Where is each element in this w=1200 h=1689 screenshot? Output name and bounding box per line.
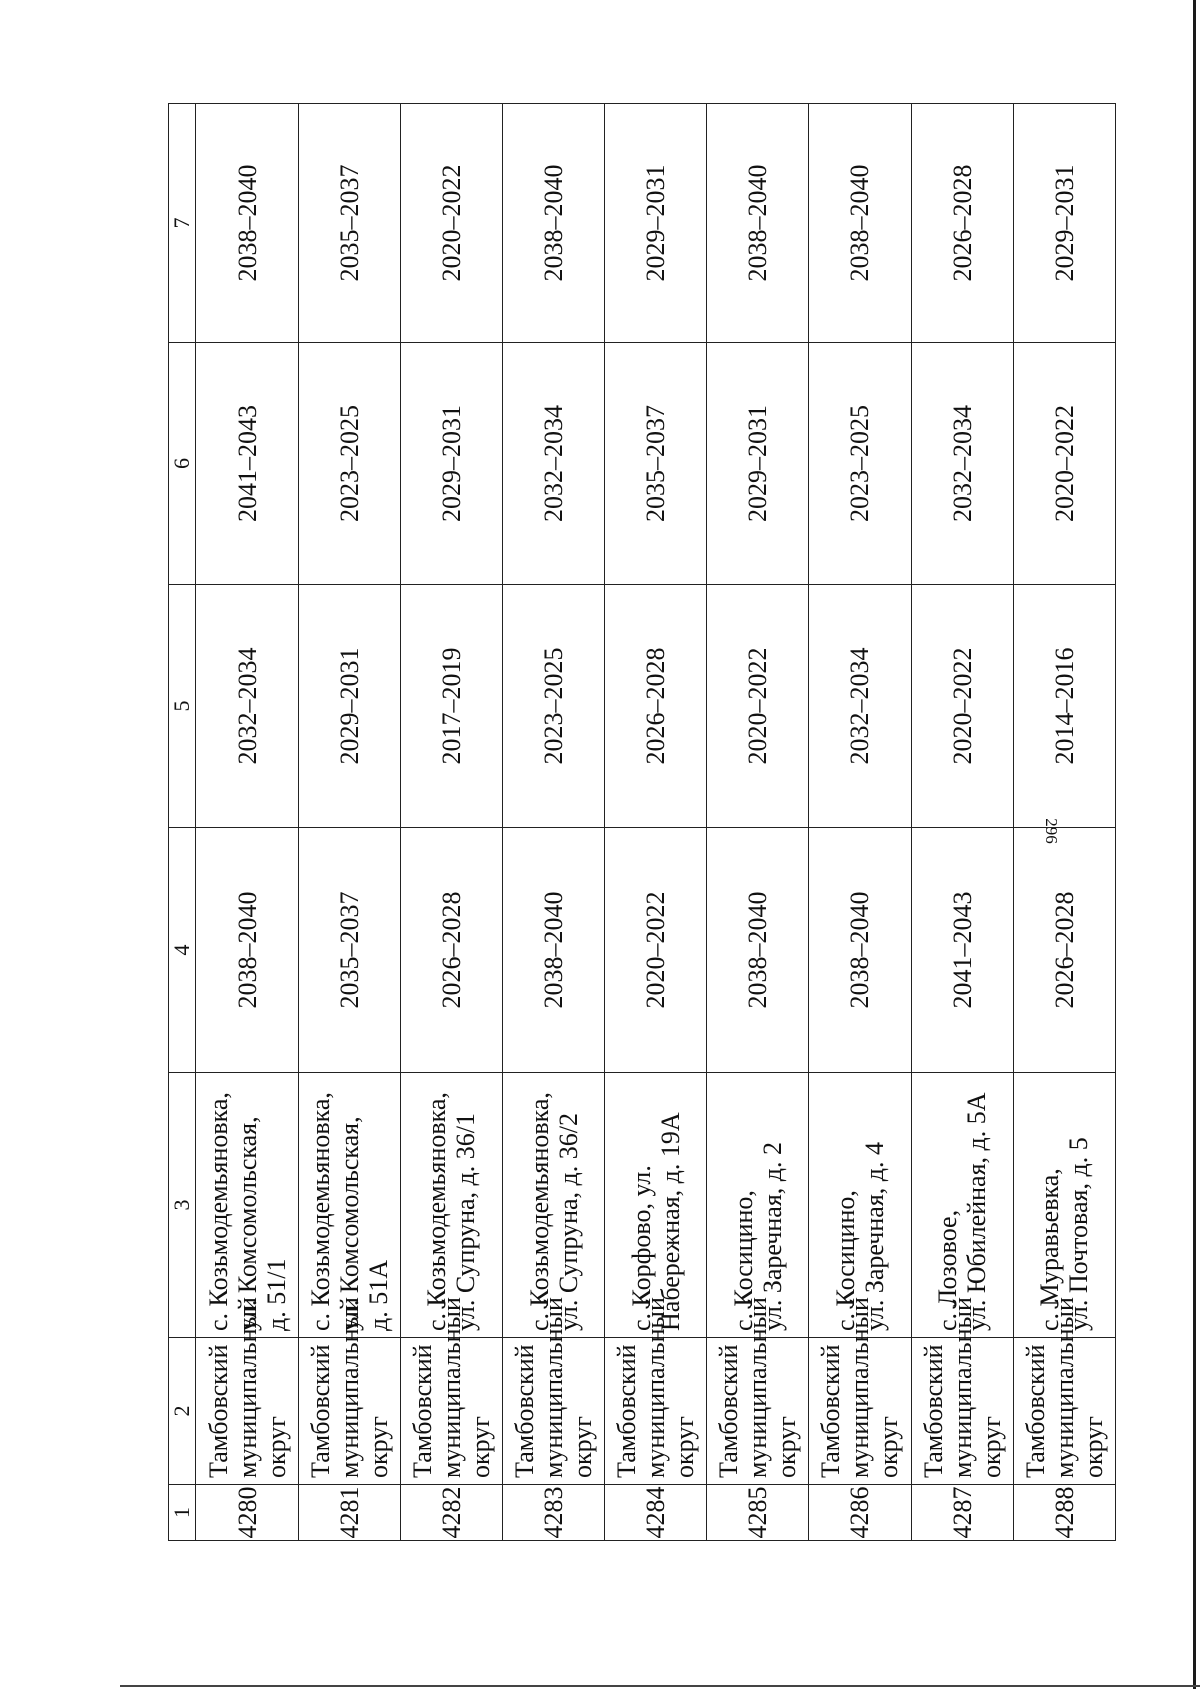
period-cell-5: 2023–2025	[502, 585, 604, 828]
municipality-line: муниципальный	[1049, 1297, 1079, 1478]
row-number-cell: 4281	[298, 1485, 400, 1541]
municipality-line: муниципальный	[641, 1297, 671, 1478]
period-cell-7: 2038–2040	[502, 104, 604, 343]
period-cell-4: 2038–2040	[196, 828, 298, 1073]
municipality-cell	[911, 1297, 1013, 1485]
period-cell-7: 2035–2037	[298, 104, 400, 343]
header-cell-3: 3	[169, 1073, 196, 1338]
period-cell-4: 2026–2028	[1013, 828, 1115, 1073]
period-cell-5: 2032–2034	[809, 585, 911, 828]
municipality-line: округ	[874, 1416, 904, 1478]
period-cell-5: 2020–2022	[911, 585, 1013, 828]
address-line: с. Козьмодемьяновка,	[203, 1092, 233, 1331]
municipality-cell	[298, 1297, 400, 1485]
address-cell	[400, 1073, 502, 1338]
address-line: ул. Супруна, д. 36/2	[553, 1112, 583, 1331]
table-row	[911, 104, 1013, 1541]
header-cell-5: 5	[169, 585, 196, 828]
address-line: ул. Комсомольская,	[334, 1116, 364, 1331]
municipality-line: Тамбовский	[714, 1344, 744, 1478]
period-cell-5: 2020–2022	[707, 585, 809, 828]
address-line: Набережная, д. 19А	[655, 1112, 685, 1331]
municipality-line: муниципальный	[539, 1297, 568, 1478]
table-row	[298, 104, 400, 1541]
municipality-line: округ	[261, 1416, 291, 1478]
municipality-cell	[809, 1297, 911, 1485]
header-cell-1: 1	[169, 1485, 196, 1541]
municipality-line: Тамбовский	[203, 1344, 233, 1478]
address-line: ул. Супруна, д. 36/1	[451, 1112, 481, 1331]
period-cell-5: 2014–2016	[1013, 585, 1115, 828]
period-cell-4: 2041–2043	[911, 828, 1013, 1073]
address-cell	[1013, 1073, 1115, 1338]
municipality-line: округ	[1078, 1416, 1108, 1478]
municipality-line: Тамбовский	[918, 1344, 948, 1478]
period-cell-7: 2038–2040	[809, 104, 911, 343]
municipality-cell	[707, 1297, 809, 1485]
header-cell-2: 2	[169, 1338, 196, 1485]
period-cell-6: 2041–2043	[196, 343, 298, 585]
municipality-line: округ	[670, 1416, 700, 1478]
table-row	[1013, 104, 1115, 1541]
address-line: с. Козьмодемьяновка,	[305, 1092, 335, 1331]
address-cell	[809, 1073, 911, 1338]
row-number-cell: 4284	[605, 1485, 707, 1541]
address-line: ул. Комсомольская,	[232, 1116, 262, 1331]
period-cell-4: 2035–2037	[298, 828, 400, 1073]
period-cell-6: 2035–2037	[605, 343, 707, 585]
municipality-line: округ	[772, 1416, 802, 1478]
municipality-line: округ	[465, 1416, 495, 1478]
header-cell-6: 6	[169, 343, 196, 585]
address-line: с. Корфово, ул.	[626, 1165, 656, 1331]
period-cell-7: 2029–2031	[1013, 104, 1115, 343]
row-number-cell: 4288	[1013, 1485, 1115, 1541]
address-line: с. Косицино,	[728, 1190, 758, 1331]
row-number-cell: 4283	[502, 1485, 604, 1541]
period-cell-7: 2026–2028	[911, 104, 1013, 343]
data-table	[168, 103, 1116, 1541]
row-number-cell: 4282	[400, 1485, 502, 1541]
municipality-line: муниципальный	[743, 1297, 773, 1478]
address-line: ул. Заречная, д. 2	[757, 1141, 787, 1331]
table-row	[502, 104, 604, 1541]
address-cell	[298, 1073, 400, 1338]
municipality-line: округ	[363, 1416, 393, 1478]
municipality-line: Тамбовский	[1020, 1344, 1050, 1478]
municipality-line: муниципальный	[436, 1297, 466, 1478]
municipality-line: округ	[568, 1416, 597, 1478]
period-cell-7: 2038–2040	[707, 104, 809, 343]
municipality-line: муниципальный	[232, 1297, 262, 1478]
period-cell-7: 2029–2031	[605, 104, 707, 343]
address-line: с. Муравьевка,	[1035, 1168, 1065, 1331]
period-cell-4: 2026–2028	[400, 828, 502, 1073]
municipality-cell	[502, 1297, 604, 1485]
table-row	[707, 104, 809, 1541]
scan-edge-bottom	[120, 1685, 1200, 1687]
address-cell	[196, 1073, 298, 1338]
period-cell-5: 2017–2019	[400, 585, 502, 828]
table-row	[605, 104, 707, 1541]
municipality-line: муниципальный	[845, 1297, 875, 1478]
page-number: 296	[1042, 818, 1061, 844]
period-cell-5: 2032–2034	[196, 585, 298, 828]
period-cell-5: 2026–2028	[605, 585, 707, 828]
row-number-cell: 4280	[196, 1485, 298, 1541]
address-cell	[502, 1073, 604, 1338]
address-line: с. Косицино,	[830, 1190, 860, 1331]
period-cell-4: 2038–2040	[707, 828, 809, 1073]
period-cell-7: 2038–2040	[196, 104, 298, 343]
row-number-cell: 4286	[809, 1485, 911, 1541]
address-line: д. 51/1	[261, 1258, 291, 1331]
municipality-cell	[400, 1297, 502, 1485]
period-cell-7: 2020–2022	[400, 104, 502, 343]
municipality-cell	[1013, 1297, 1115, 1485]
period-cell-6: 2020–2022	[1013, 343, 1115, 585]
row-number-cell: 4287	[911, 1485, 1013, 1541]
municipality-cell	[605, 1297, 707, 1485]
municipality-line: муниципальный	[947, 1297, 977, 1478]
address-line: ул. Заречная, д. 4	[859, 1141, 889, 1331]
address-line: д. 51А	[363, 1259, 393, 1331]
period-cell-6: 2032–2034	[911, 343, 1013, 585]
period-cell-6: 2023–2025	[298, 343, 400, 585]
municipality-cell	[196, 1297, 298, 1485]
municipality-line: Тамбовский	[305, 1344, 335, 1478]
municipality-line: Тамбовский	[510, 1344, 539, 1478]
period-cell-6: 2029–2031	[400, 343, 502, 585]
period-cell-6: 2029–2031	[707, 343, 809, 585]
period-cell-4: 2038–2040	[809, 828, 911, 1073]
municipality-line: Тамбовский	[407, 1344, 437, 1478]
address-line: ул. Юбилейная, д. 5А	[962, 1092, 992, 1331]
municipality-line: Тамбовский	[612, 1344, 642, 1478]
table-row	[809, 104, 911, 1541]
address-line: с. Козьмодемьяновка,	[422, 1092, 452, 1331]
period-cell-4: 2020–2022	[605, 828, 707, 1073]
table-row	[400, 104, 502, 1541]
table-container	[168, 104, 1116, 1541]
table-row	[196, 104, 298, 1541]
municipality-line: округ	[976, 1416, 1006, 1478]
header-cell-4: 4	[169, 828, 196, 1073]
period-cell-4: 2038–2040	[502, 828, 604, 1073]
period-cell-6: 2023–2025	[809, 343, 911, 585]
period-cell-5: 2029–2031	[298, 585, 400, 828]
period-cell-6: 2032–2034	[502, 343, 604, 585]
header-row	[169, 104, 196, 1541]
municipality-line: Тамбовский	[816, 1344, 846, 1478]
address-cell	[605, 1073, 707, 1338]
address-cell	[911, 1073, 1013, 1338]
address-line: с. Козьмодемьяновка,	[524, 1092, 554, 1331]
address-line: с. Лозовое,	[933, 1209, 963, 1331]
municipality-line: муниципальный	[334, 1297, 364, 1478]
address-cell	[707, 1073, 809, 1338]
scan-edge-right	[1193, 0, 1196, 1689]
address-line: ул. Почтовая, д. 5	[1064, 1137, 1094, 1331]
row-number-cell: 4285	[707, 1485, 809, 1541]
header-cell-7: 7	[169, 104, 196, 343]
